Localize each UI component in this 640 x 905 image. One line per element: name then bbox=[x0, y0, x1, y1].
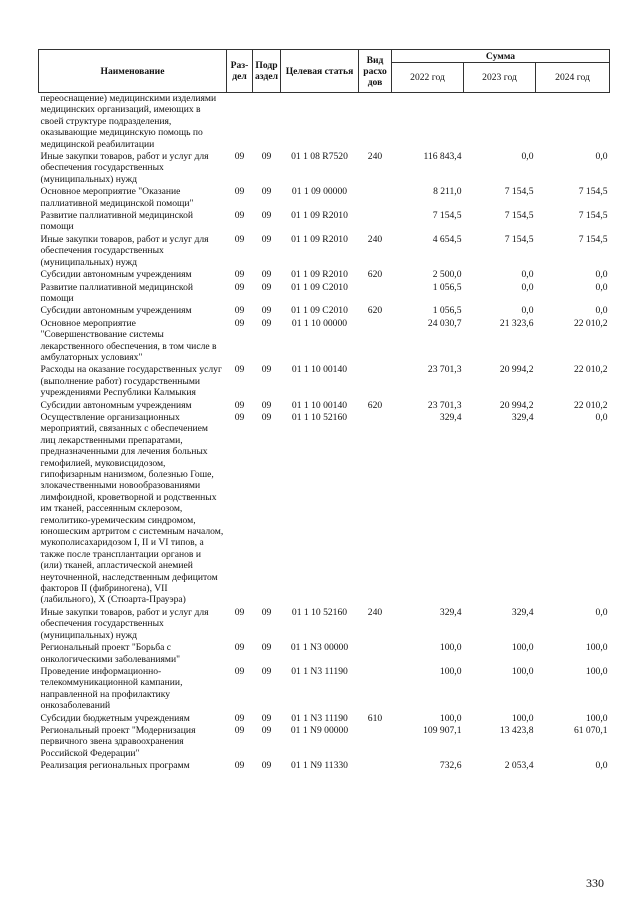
row-sum-2022: 8 211,0 bbox=[433, 186, 462, 198]
row-name: Иные закупки товаров, работ и услуг для обеспечения государственных (муниципальных) нужд bbox=[40, 151, 209, 185]
table-body bbox=[39, 93, 610, 773]
row-sum-2024: 0,0 bbox=[595, 269, 608, 281]
header-target-article: Целевая статья bbox=[281, 50, 359, 93]
row-expense-type bbox=[359, 282, 392, 306]
row-subsection: 09 bbox=[261, 712, 272, 724]
row-subsection: 09 bbox=[261, 399, 272, 411]
row-section: 09 bbox=[234, 411, 245, 423]
row-expense-type bbox=[359, 364, 392, 399]
row-sum-2024: 0,0 bbox=[595, 760, 608, 772]
row-section: 09 bbox=[234, 269, 245, 281]
row-expense-type bbox=[359, 318, 392, 365]
row-sum-2024: 22 010,2 bbox=[573, 399, 608, 411]
row-sum-2023: 2 053,4 bbox=[504, 760, 534, 772]
row-section: 09 bbox=[234, 151, 245, 163]
table-row bbox=[39, 269, 610, 281]
row-sum-2023 bbox=[464, 93, 536, 152]
header-expense-type: Вид расхо дов bbox=[359, 50, 392, 93]
row-sum-2022: 109 907,1 bbox=[423, 724, 462, 736]
row-expense-type bbox=[359, 725, 392, 760]
row-target-article: 01 1 09 R2010 bbox=[291, 210, 348, 222]
row-name: переоснащение) медицинскими изделиями медицинских организаций, имеющих в своей структуре подразделения, оказывающие медицинскую помощь по медицинской реабилитации bbox=[40, 93, 217, 150]
row-section: 09 bbox=[234, 233, 245, 245]
row-sum-2023: 0,0 bbox=[521, 281, 534, 293]
row-subsection: 09 bbox=[261, 642, 272, 654]
row-subsection: 09 bbox=[261, 186, 272, 198]
row-sum-2023: 0,0 bbox=[521, 269, 534, 281]
row-target-article: 01 1 10 00140 bbox=[291, 364, 348, 376]
row-target-article: 01 1 09 00000 bbox=[291, 186, 348, 198]
row-section: 09 bbox=[234, 642, 245, 654]
row-subsection: 09 bbox=[261, 281, 272, 293]
table-row bbox=[39, 666, 610, 713]
row-sum-2022 bbox=[392, 93, 464, 152]
row-sum-2023: 100,0 bbox=[511, 642, 534, 654]
row-sum-2024 bbox=[536, 93, 610, 152]
row-sum-2024: 7 154,5 bbox=[578, 210, 608, 222]
row-sum-2023: 100,0 bbox=[511, 665, 534, 677]
row-sum-2023: 20 994,2 bbox=[499, 364, 534, 376]
table-row bbox=[39, 725, 610, 760]
row-section: 09 bbox=[234, 724, 245, 736]
row-sum-2022: 116 843,4 bbox=[423, 151, 462, 163]
row-sum-2024: 100,0 bbox=[585, 665, 608, 677]
row-sum-2023: 0,0 bbox=[521, 151, 534, 163]
row-expense-type: 610 bbox=[367, 712, 383, 724]
row-expense-type bbox=[359, 186, 392, 210]
row-expense-type: 240 bbox=[367, 151, 383, 163]
row-sum-2022: 7 154,5 bbox=[432, 210, 462, 222]
row-name: Региональный проект "Борьба с онкологическими заболеваниями" bbox=[40, 642, 181, 665]
row-sum-2024: 22 010,2 bbox=[573, 317, 608, 329]
row-sum-2023: 13 423,8 bbox=[499, 724, 534, 736]
table-row bbox=[39, 364, 610, 399]
row-section: 09 bbox=[234, 305, 245, 317]
row-sum-2024: 7 154,5 bbox=[578, 186, 608, 198]
row-sum-2024: 0,0 bbox=[595, 411, 608, 423]
row-target-article: 01 1 N9 11330 bbox=[291, 760, 348, 772]
table-row bbox=[39, 186, 610, 210]
row-sum-2022: 1 056,5 bbox=[432, 281, 462, 293]
row-expense-type bbox=[359, 760, 392, 772]
row-target-article: 01 1 N3 11190 bbox=[291, 712, 348, 724]
row-expense-type bbox=[359, 642, 392, 666]
row-subsection: 09 bbox=[261, 760, 272, 772]
row-sum-2022: 329,4 bbox=[439, 606, 462, 618]
row-section: 09 bbox=[234, 760, 245, 772]
row-section: 09 bbox=[234, 210, 245, 222]
row-sum-2022: 100,0 bbox=[439, 712, 462, 724]
row-name: Развитие паллиативной медицинской помощи bbox=[40, 281, 194, 304]
table-row bbox=[39, 318, 610, 365]
row-target-article: 01 1 09 R2010 bbox=[291, 233, 348, 245]
row-sum-2022: 100,0 bbox=[439, 665, 462, 677]
row-subsection: 09 bbox=[261, 210, 272, 222]
row-target-article: 01 1 10 00000 bbox=[291, 317, 348, 329]
row-subsection: 09 bbox=[261, 665, 272, 677]
row-name: Субсидии автономным учреждениям bbox=[40, 269, 192, 281]
row-target-article: 01 1 N3 11190 bbox=[291, 665, 348, 677]
row-sum-2024: 100,0 bbox=[585, 712, 608, 724]
header-subsection: Подр аздел bbox=[253, 50, 281, 93]
header-section: Раз- дел bbox=[227, 50, 253, 93]
row-name: Реализация региональных программ bbox=[40, 760, 190, 772]
row-sum-2023: 20 994,2 bbox=[499, 399, 534, 411]
row-name: Иные закупки товаров, работ и услуг для обеспечения государственных (муниципальных) нужд bbox=[40, 233, 209, 268]
header-sum: Сумма bbox=[392, 50, 610, 63]
row-sum-2023: 7 154,5 bbox=[504, 233, 534, 245]
row-section: 09 bbox=[234, 186, 245, 198]
row-name: Проведение информационно-телекоммуникационной кампании, направленной на профилактику онкозаболеваний bbox=[40, 665, 183, 712]
row-name: Расходы на оказание государственных услуг (выполнение работ) государственными учреждениями Республики Калмыкия bbox=[40, 364, 222, 399]
row-sum-2022: 2 500,0 bbox=[432, 269, 462, 281]
row-expense-type bbox=[359, 93, 392, 152]
header-year-2024: 2024 год bbox=[536, 63, 610, 93]
table-row bbox=[39, 713, 610, 725]
row-sum-2022: 4 654,5 bbox=[432, 233, 462, 245]
header-year-2022: 2022 год bbox=[392, 63, 464, 93]
row-subsection: 09 bbox=[261, 151, 272, 163]
table-row bbox=[39, 282, 610, 306]
row-section: 09 bbox=[234, 281, 245, 293]
row-sum-2023: 329,4 bbox=[511, 606, 534, 618]
row-name: Основное мероприятие "Совершенствование системы лекарственного обеспечения, в том числе в амбулаторных условиях" bbox=[40, 317, 217, 363]
row-section: 09 bbox=[234, 665, 245, 677]
row-section: 09 bbox=[234, 606, 245, 618]
row-sum-2022: 329,4 bbox=[439, 411, 462, 423]
row-name: Субсидии автономным учреждениям bbox=[40, 399, 192, 411]
row-name: Субсидии автономным учреждениям bbox=[40, 305, 192, 317]
row-expense-type: 620 bbox=[367, 399, 383, 411]
row-target-article: 01 1 10 52160 bbox=[291, 606, 348, 618]
table-row bbox=[39, 305, 610, 317]
row-expense-type: 240 bbox=[367, 233, 383, 245]
row-target-article: 01 1 10 52160 bbox=[291, 411, 348, 423]
row-target-article bbox=[281, 93, 359, 152]
table-row bbox=[39, 642, 610, 666]
row-sum-2024: 22 010,2 bbox=[573, 364, 608, 376]
row-sum-2022: 100,0 bbox=[439, 642, 462, 654]
row-subsection: 09 bbox=[261, 305, 272, 317]
table-row bbox=[39, 93, 610, 152]
table-row bbox=[39, 234, 610, 269]
table-header bbox=[39, 50, 610, 93]
table-row bbox=[39, 400, 610, 412]
budget-table bbox=[38, 49, 610, 773]
row-subsection: 09 bbox=[261, 233, 272, 245]
row-sum-2022: 732,6 bbox=[439, 760, 462, 772]
row-name: Субсидии бюджетным учреждениям bbox=[40, 712, 190, 724]
table-row bbox=[39, 412, 610, 607]
row-target-article: 01 1 08 R7520 bbox=[291, 151, 348, 163]
row-subsection: 09 bbox=[261, 317, 272, 329]
table-row bbox=[39, 607, 610, 642]
row-target-article: 01 1 10 00140 bbox=[291, 399, 348, 411]
row-subsection bbox=[253, 93, 281, 152]
row-name: Осуществление организационных мероприятий, связанных с обеспечением лиц лекарственными препаратами, предназначенными для лечения больных гемофилией, муковисцидозом, гипофизарным нанизмом, болезнью Гоше, злокачественными новообразованиями лимфоидной, кроветворной и родственных им тканей, рассеянным склерозом, гемолитико-уремическим синдромом, юношеским артритом с системным началом, мукополисахаридозом I, II и VI типов, а также после трансплантации органов и (или) тканей, апластической анемией неуточненной, наследственным дефицитом факторов II (фибриногена), VII (лабильного), X (Стюарта-Прауэра) bbox=[40, 411, 224, 606]
row-sum-2024: 100,0 bbox=[585, 642, 608, 654]
row-subsection: 09 bbox=[261, 269, 272, 281]
row-name: Иные закупки товаров, работ и услуг для обеспечения государственных (муниципальных) нужд bbox=[40, 606, 209, 641]
row-sum-2023: 7 154,5 bbox=[504, 210, 534, 222]
row-target-article: 01 1 09 R2010 bbox=[291, 269, 348, 281]
row-section: 09 bbox=[234, 712, 245, 724]
table-row bbox=[39, 151, 610, 186]
row-expense-type bbox=[359, 210, 392, 234]
row-target-article: 01 1 N9 00000 bbox=[290, 724, 349, 736]
row-sum-2024: 61 070,1 bbox=[573, 724, 608, 736]
row-sum-2023: 0,0 bbox=[521, 305, 534, 317]
row-subsection: 09 bbox=[261, 606, 272, 618]
row-expense-type: 620 bbox=[367, 269, 383, 281]
row-sum-2024: 7 154,5 bbox=[578, 233, 608, 245]
row-expense-type bbox=[359, 666, 392, 713]
row-sum-2024: 0,0 bbox=[595, 151, 608, 163]
row-target-article: 01 1 09 C2010 bbox=[291, 281, 348, 293]
row-name: Основное мероприятие "Оказание паллиативной медицинской помощи" bbox=[40, 186, 194, 209]
row-subsection: 09 bbox=[261, 411, 272, 423]
row-target-article: 01 1 N3 00000 bbox=[290, 642, 349, 654]
row-sum-2024: 0,0 bbox=[595, 305, 608, 317]
row-name: Региональный проект "Модернизация первичного звена здравоохранения Российской Федерации" bbox=[40, 724, 196, 759]
row-subsection: 09 bbox=[261, 724, 272, 736]
row-sum-2024: 0,0 bbox=[595, 281, 608, 293]
row-subsection: 09 bbox=[261, 364, 272, 376]
row-sum-2022: 24 030,7 bbox=[427, 317, 462, 329]
row-expense-type: 240 bbox=[367, 606, 383, 618]
row-sum-2023: 100,0 bbox=[511, 712, 534, 724]
row-name: Развитие паллиативной медицинской помощи bbox=[40, 210, 194, 233]
row-expense-type bbox=[359, 412, 392, 607]
row-sum-2023: 21 323,6 bbox=[499, 317, 534, 329]
row-section: 09 bbox=[234, 317, 245, 329]
row-sum-2022: 1 056,5 bbox=[432, 305, 462, 317]
row-sum-2023: 329,4 bbox=[511, 411, 534, 423]
row-sum-2022: 23 701,3 bbox=[427, 364, 462, 376]
page-number: 330 bbox=[586, 876, 604, 890]
row-expense-type: 620 bbox=[367, 305, 383, 317]
row-section bbox=[227, 93, 253, 152]
row-sum-2023: 7 154,5 bbox=[504, 186, 534, 198]
table-row bbox=[39, 210, 610, 234]
row-target-article: 01 1 09 C2010 bbox=[291, 305, 348, 317]
row-sum-2022: 23 701,3 bbox=[427, 399, 462, 411]
row-sum-2024: 0,0 bbox=[595, 606, 608, 618]
header-name: Наименование bbox=[39, 50, 227, 93]
table-row bbox=[39, 760, 610, 772]
header-year-2023: 2023 год bbox=[464, 63, 536, 93]
row-section: 09 bbox=[234, 399, 245, 411]
row-section: 09 bbox=[234, 364, 245, 376]
